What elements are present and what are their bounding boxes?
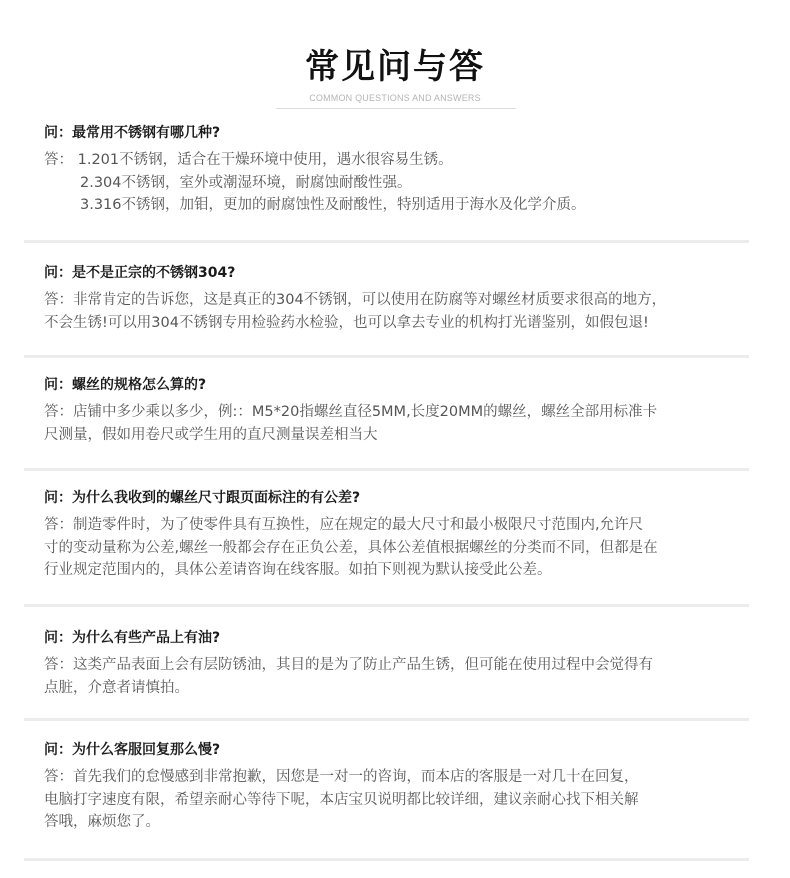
page-title: 常见问与答 — [305, 47, 485, 87]
faq-answer-line: 答：首先我们的怠慢感到非常抱歉，因您是一对一的咨询，而本店的客服是一对几十在回复， — [44, 769, 639, 785]
faq-item-3 — [44, 374, 734, 446]
faq-item-5 — [44, 627, 734, 699]
faq-question: 问：为什么有些产品上有油? — [44, 630, 221, 646]
faq-question: 问：最常用不锈钢有哪几种? — [44, 125, 221, 141]
faq-answer-line: 答哦，麻烦您了。 — [44, 814, 160, 830]
faq-question: 问：为什么客服回复那么慢? — [44, 742, 221, 758]
faq-answer-line: 点脏，介意者请慎拍。 — [44, 679, 189, 696]
page-subtitle: COMMON QUESTIONS AND ANSWERS — [309, 93, 481, 103]
faq-answer-line: 答： 1.201不锈钢，适合在干燥环境中使用，遇水很容易生锈。 — [44, 152, 453, 168]
faq-answer-line: 3.316不锈钢，加钼，更加的耐腐蚀性及耐酸性，特别适用于海水及化学介质。 — [80, 197, 586, 213]
faq-answer-line: 答：非常肯定的告诉您，这是真正的304不锈钢，可以使用在防腐等对螺丝材质要求很高的地方， — [44, 292, 667, 308]
faq-answer-line: 行业规定范围内的，具体公差请咨询在线客服。如拍下则视为默认接受此公差。 — [44, 562, 552, 578]
title-underline — [276, 108, 516, 109]
page-header — [0, 44, 790, 104]
section-divider — [24, 240, 749, 243]
section-divider — [24, 468, 749, 471]
faq-answer-line: 不会生锈!可以用304不锈钢专用检验药水检验，也可以拿去专业的机构打光谱鉴别，如假包退! — [44, 314, 649, 331]
faq-answer-line: 寸的变动量称为公差,螺丝一般都会存在正负公差，具体公差值根据螺丝的分类而不同，但都是在 — [44, 539, 658, 556]
section-divider — [24, 604, 749, 607]
faq-answer — [44, 654, 734, 699]
section-divider — [24, 858, 749, 861]
faq-item-2 — [44, 262, 734, 334]
faq-answer-line: 答：制造零件时，为了使零件具有互换性，应在规定的最大尺寸和最小极限尺寸范围内,允许尺 — [44, 517, 644, 533]
section-divider — [24, 355, 749, 358]
faq-question: 问：为什么我收到的螺丝尺寸跟页面标注的有公差? — [44, 490, 361, 506]
faq-answer — [44, 514, 734, 582]
faq-answer — [44, 149, 734, 217]
faq-answer-line: 答：这类产品表面上会有层防锈油，其目的是为了防止产品生锈，但可能在使用过程中会觉得有 — [44, 657, 653, 673]
faq-question: 问：是不是正宗的不锈钢304? — [44, 265, 236, 281]
faq-answer-line: 答：店铺中多少乘以多少，例:：M5*20指螺丝直径5MM,长度20MM的螺丝，螺丝全部用标准卡 — [44, 404, 658, 420]
faq-question: 问：螺丝的规格怎么算的? — [44, 377, 207, 393]
faq-item-6 — [44, 739, 734, 834]
section-divider — [24, 718, 749, 721]
faq-answer — [44, 401, 734, 446]
faq-answer-line: 电脑打字速度有限，希望亲耐心等待下呢，本店宝贝说明都比较详细，建议亲耐心找下相关解 — [44, 791, 639, 808]
faq-answer — [44, 766, 734, 834]
faq-item-4 — [44, 487, 734, 582]
faq-answer — [44, 289, 734, 334]
faq-item-1 — [44, 122, 734, 217]
faq-answer-line: 2.304不锈钢，室外或潮湿环境，耐腐蚀耐酸性强。 — [80, 174, 412, 191]
faq-answer-line: 尺测量，假如用卷尺或学生用的直尺测量误差相当大 — [44, 426, 378, 443]
